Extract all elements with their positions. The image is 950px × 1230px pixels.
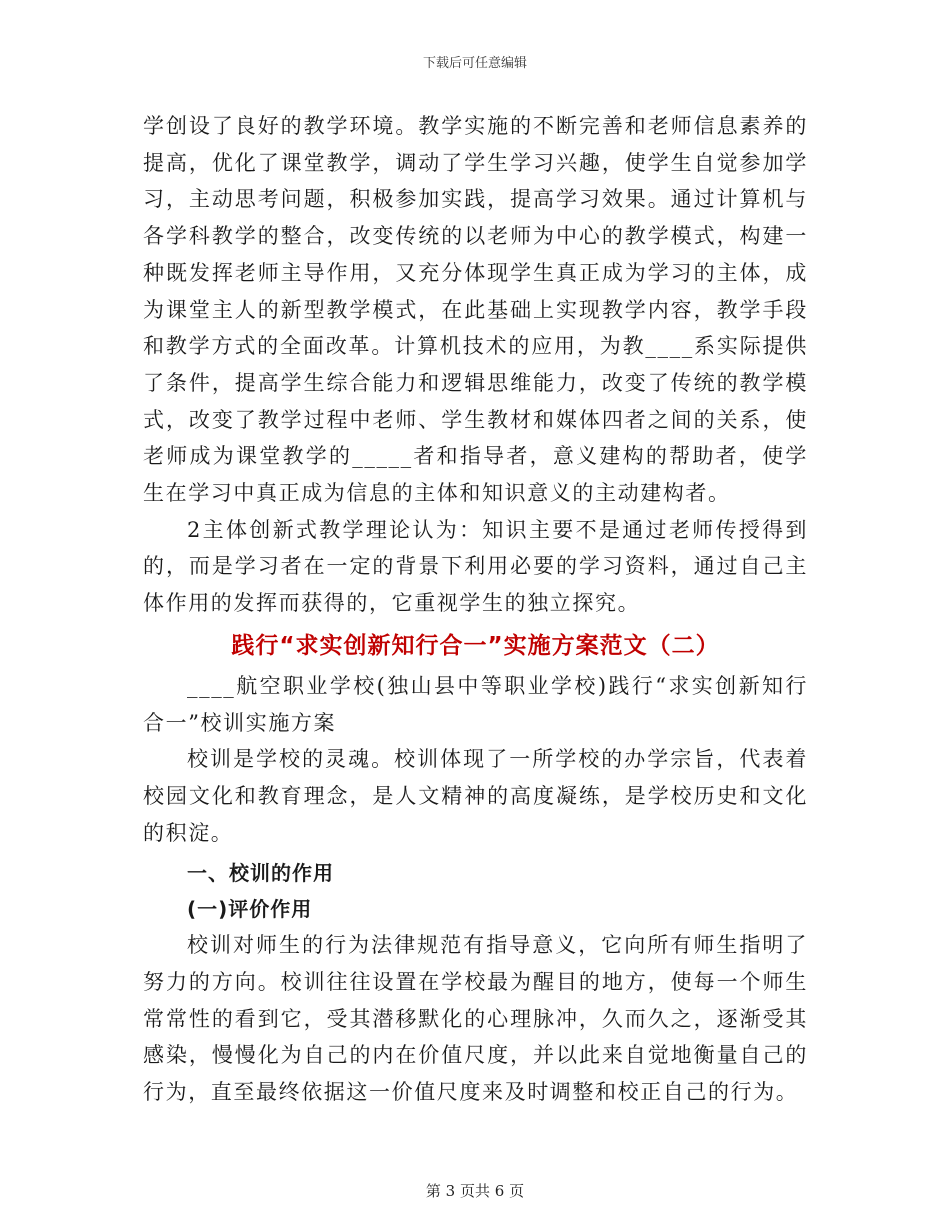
heading-evaluation-role: (一)评价作用 [187,897,313,922]
section-title: 践行“求实创新知行合一”实施方案范文（二） [231,632,720,659]
heading-motto-role: 一、校训的作用 [187,861,334,886]
paragraph-continuation: 学创设了良好的教学环境。教学实施的不断完善和老师信息素养的提高，优化了课堂教学，调动了学生学习兴趣，使学生自觉参加学习，主动思考问题，积极参加实践，提高学习效果。通过计算机与各学科教学的整合，改变传统的以老师为中心的教学模式，构建一种既发挥老师主导作用，又充分体现学生真正成为学习的主体，成为课堂主人的新型教学模式，在此基础上实现教学内容，教学手段和教学方式的全面改革。计算机技术的应用，为教____系实际提供了条件，提高学生综合能力和逻辑思维能力，改变了传统的教学模式，改变了教学过程中老师、学生教材和媒体四者之间的关系，使老师成为课堂教学的_____者和指导者，意义建构的帮助者，使学生在学习中真正成为信息的主体和知识意义的主动建构者。 [143,114,808,506]
page-footer: 第 3 页共 6 页 [425,1182,525,1200]
paragraph-school-motto: 校训是学校的灵魂。校训体现了一所学校的办学宗旨，代表着校园文化和教育理念，是人文精神的高度凝练，是学校历史和文化的积淀。 [143,747,808,845]
paragraph-theory: 2主体创新式教学理论认为：知识主要不是通过老师传授得到的，而是学习者在一定的背景下利用必要的学习资料，通过自己主体作用的发挥而获得的，它重视学生的独立探究。 [143,517,808,616]
paragraph-school-plan: ____航空职业学校(独山县中等职业学校)践行“求实创新知行合一”校训实施方案 [143,673,808,735]
document-body [143,108,808,1111]
page-header: 下载后可任意编辑 [422,56,527,71]
paragraph-evaluation: 校训对师生的行为法律规范有指导意义，它向所有师生指明了努力的方向。校训往往设置在学校最为醒目的地方，使每一个师生常常性的看到它，受其潜移默化的心理脉冲，久而久之，逐渐受其感染，慢慢化为自己的内在价值尺度，并以此来自觉地衡量自己的行为，直至最终依据这一价值尺度来及时调整和校正自己的行为。 [143,933,808,1105]
